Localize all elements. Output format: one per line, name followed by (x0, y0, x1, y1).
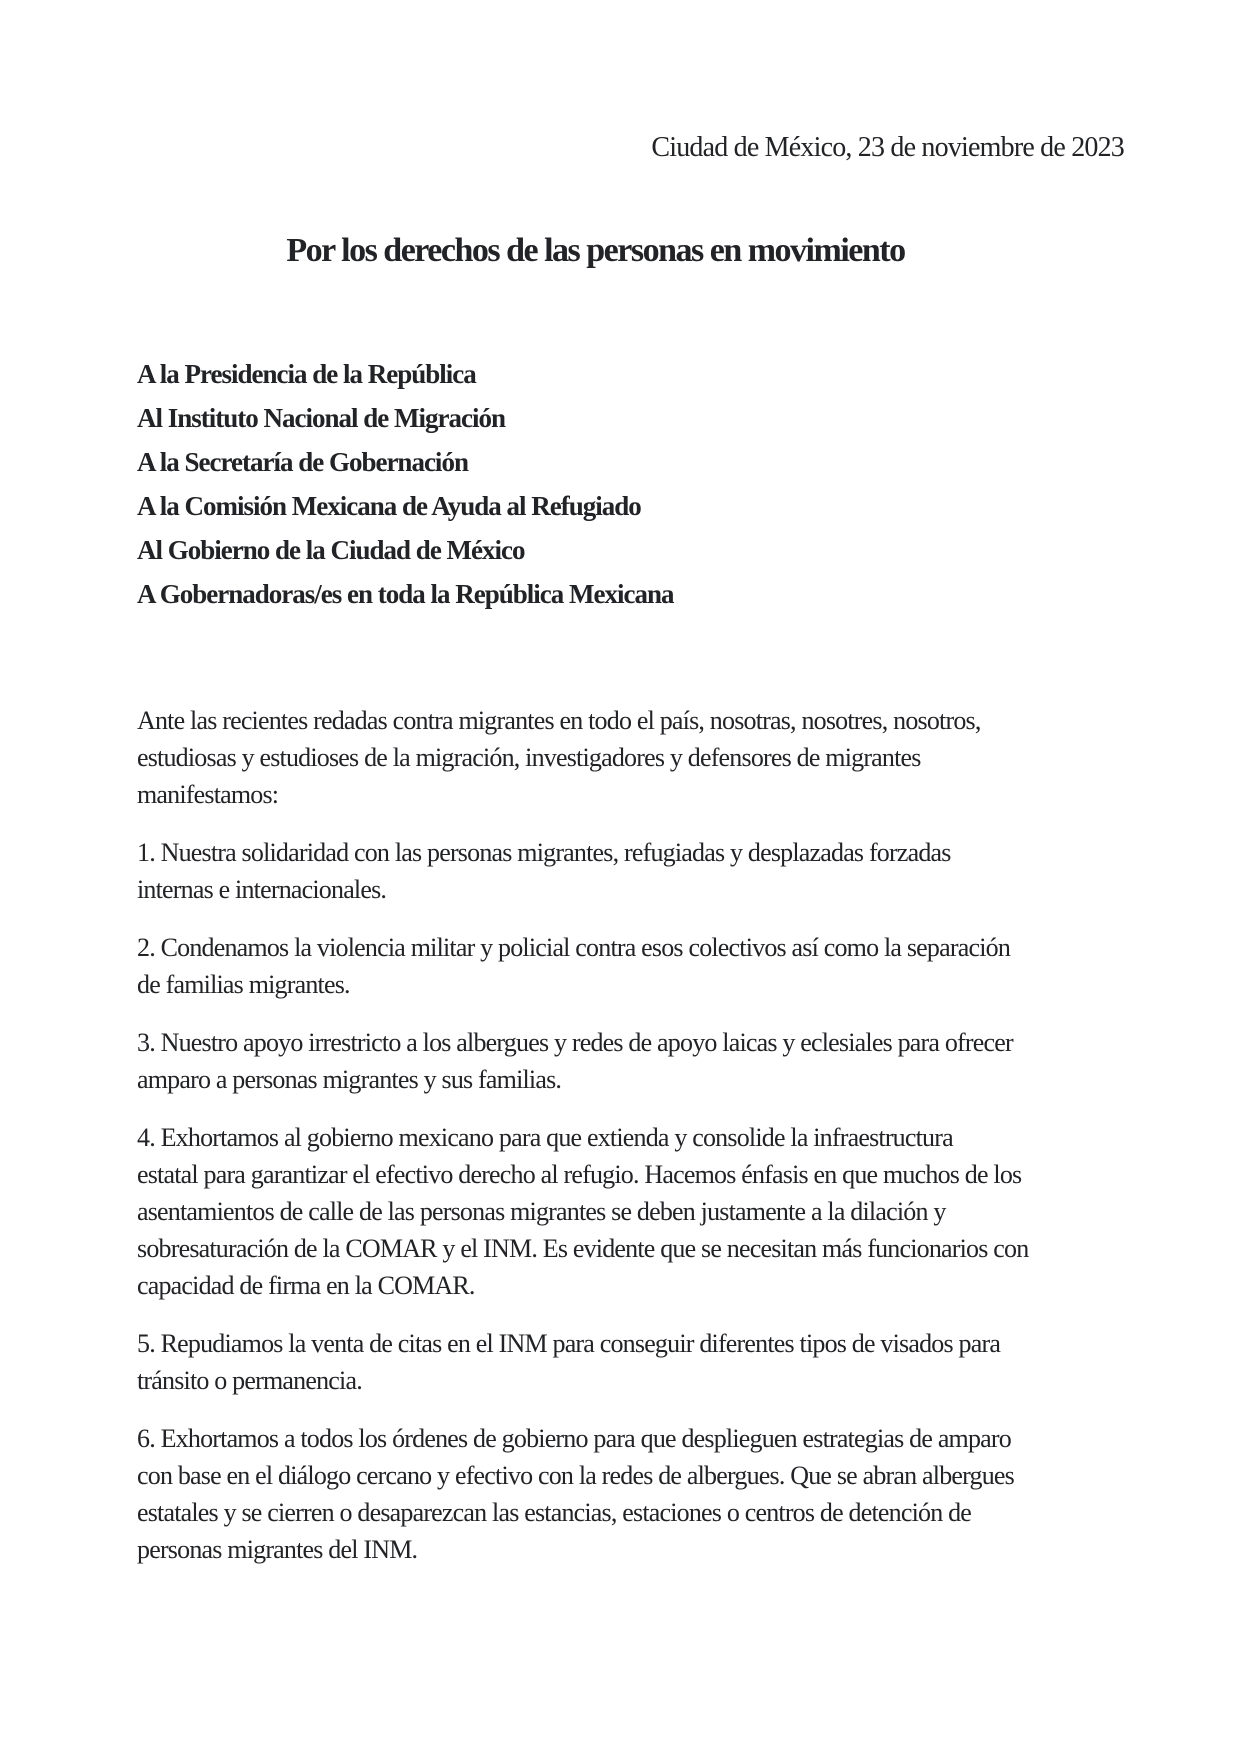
paragraph-1 (137, 834, 1124, 908)
addressee-line: A Gobernadoras/es en toda la República Mexicana (137, 579, 674, 609)
paragraph-line: estudiosas y estudioses de la migración, investigadores y defensores de migrantes (137, 743, 921, 772)
paragraph-line: 3. Nuestro apoyo irrestricto a los albergues y redes de apoyo laicas y eclesiales para ofrecer (137, 1028, 1013, 1057)
addressee-line: A la Presidencia de la República (137, 359, 476, 389)
addressee-line: A la Secretaría de Gobernación (137, 447, 468, 477)
paragraph-line: Ante las recientes redadas contra migrantes en todo el país, nosotras, nosotres, nosotros, (137, 706, 981, 735)
paragraph-line: estatal para garantizar el efectivo derecho al refugio. Hacemos énfasis en que muchos de los (137, 1160, 1022, 1189)
paragraph-4 (137, 1119, 1124, 1304)
paragraph-line: capacidad de firma en la COMAR. (137, 1271, 475, 1300)
paragraph-3 (137, 1024, 1124, 1098)
dateline: Ciudad de México, 23 de noviembre de 2023 (651, 132, 1124, 163)
paragraph-line: estatales y se cierren o desaparezcan las estancias, estaciones o centros de detención de (137, 1498, 972, 1527)
paragraph-6 (137, 1420, 1124, 1568)
paragraph-line: internas e internacionales. (137, 875, 387, 904)
paragraph-2 (137, 929, 1124, 1003)
paragraph-line: personas migrantes del INM. (137, 1535, 418, 1564)
intro-paragraph (137, 702, 1124, 813)
addressee-line: Al Gobierno de la Ciudad de México (137, 535, 525, 565)
addressee-line: A la Comisión Mexicana de Ayuda al Refugiado (137, 491, 641, 521)
letter-title: Por los derechos de las personas en movimiento (286, 232, 905, 269)
paragraph-line: 2. Condenamos la violencia militar y policial contra esos colectivos así como la separación (137, 933, 1011, 962)
paragraph-line: 1. Nuestra solidaridad con las personas migrantes, refugiadas y desplazadas forzadas (137, 838, 951, 867)
addressee-list (137, 352, 1124, 616)
paragraph-line: tránsito o permanencia. (137, 1366, 362, 1395)
paragraph-line: amparo a personas migrantes y sus familias. (137, 1065, 562, 1094)
paragraph-5 (137, 1325, 1124, 1399)
paragraph-line: sobresaturación de la COMAR y el INM. Es evidente que se necesitan más funcionarios con (137, 1234, 1029, 1263)
paragraph-line: 4. Exhortamos al gobierno mexicano para que extienda y consolide la infraestructura (137, 1123, 953, 1152)
paragraph-line: con base en el diálogo cercano y efectivo con la redes de albergues. Que se abran albergues (137, 1461, 1014, 1490)
paragraph-line: 6. Exhortamos a todos los órdenes de gobierno para que desplieguen estrategias de amparo (137, 1424, 1011, 1453)
paragraph-line: 5. Repudiamos la venta de citas en el INM para conseguir diferentes tipos de visados para (137, 1329, 1001, 1358)
paragraph-line: manifestamos: (137, 780, 279, 809)
addressee-line: Al Instituto Nacional de Migración (137, 403, 505, 433)
paragraph-line: asentamientos de calle de las personas migrantes se deben justamente a la dilación y (137, 1197, 946, 1226)
paragraph-line: de familias migrantes. (137, 970, 350, 999)
